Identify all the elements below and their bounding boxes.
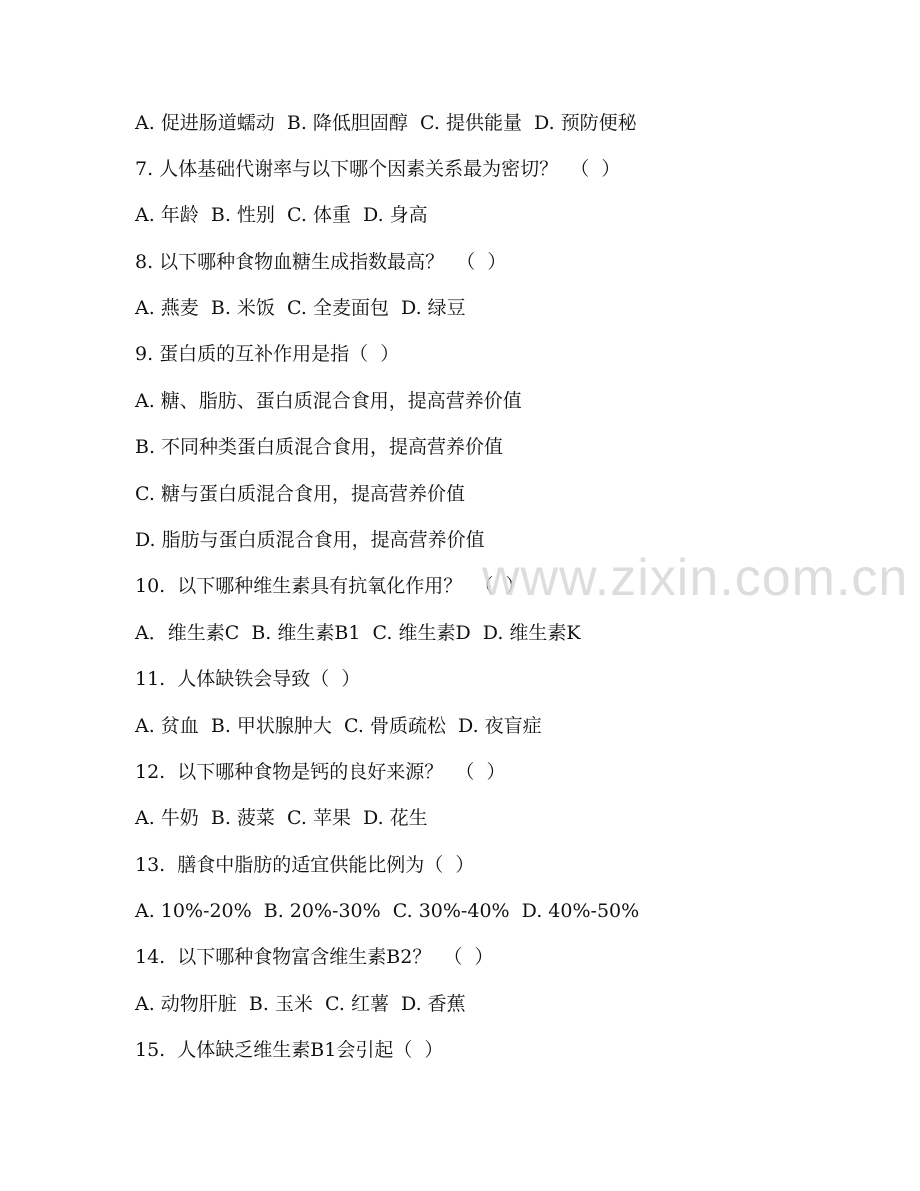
- option-line-q8: A. 燕麦 B. 米饭 C. 全麦面包 D. 绿豆: [135, 297, 466, 319]
- question-7: 7. 人体基础代谢率与以下哪个因素关系最为密切？ （ ）: [135, 158, 621, 180]
- option-9b: B. 不同种类蛋白质混合食用，提高营养价值: [135, 436, 504, 458]
- question-8: 8. 以下哪种食物血糖生成指数最高？ （ ）: [135, 251, 507, 273]
- question-12: 12. 以下哪种食物是钙的良好来源？ （ ）: [135, 761, 506, 783]
- question-15: 15. 人体缺乏维生素B1会引起（ ）: [135, 1039, 444, 1061]
- option-line-q13: A. 10%-20% B. 20%-30% C. 30%-40% D. 40%-50%: [135, 900, 640, 922]
- option-line-q6: A. 促进肠道蠕动 B. 降低胆固醇 C. 提供能量 D. 预防便秘: [135, 112, 637, 134]
- option-line-q7: A. 年龄 B. 性别 C. 体重 D. 身高: [135, 204, 428, 226]
- question-9: 9. 蛋白质的互补作用是指（ ）: [135, 343, 400, 365]
- option-9d: D. 脂肪与蛋白质混合食用，提高营养价值: [135, 529, 485, 551]
- option-9c: C. 糖与蛋白质混合食用，提高营养价值: [135, 483, 465, 505]
- question-10: 10. 以下哪种维生素具有抗氧化作用？ （ ）: [135, 575, 525, 597]
- watermark: www.zixin.com.cn: [482, 549, 909, 607]
- question-11: 11. 人体缺铁会导致（ ）: [135, 668, 361, 690]
- question-13: 13. 膳食中脂肪的适宜供能比例为（ ）: [135, 854, 475, 876]
- option-line-q12: A. 牛奶 B. 菠菜 C. 苹果 D. 花生: [135, 807, 428, 829]
- option-line-q14: A. 动物肝脏 B. 玉米 C. 红薯 D. 香蕉: [135, 993, 466, 1015]
- option-line-q10: A．维生素C B. 维生素B1 C. 维生素D D. 维生素K: [135, 622, 581, 644]
- question-14: 14. 以下哪种食物富含维生素B2？ （ ）: [135, 946, 494, 968]
- option-9a: A. 糖、脂肪、蛋白质混合食用，提高营养价值: [135, 390, 522, 412]
- option-line-q11: A. 贫血 B. 甲状腺肿大 C. 骨质疏松 D. 夜盲症: [135, 715, 542, 737]
